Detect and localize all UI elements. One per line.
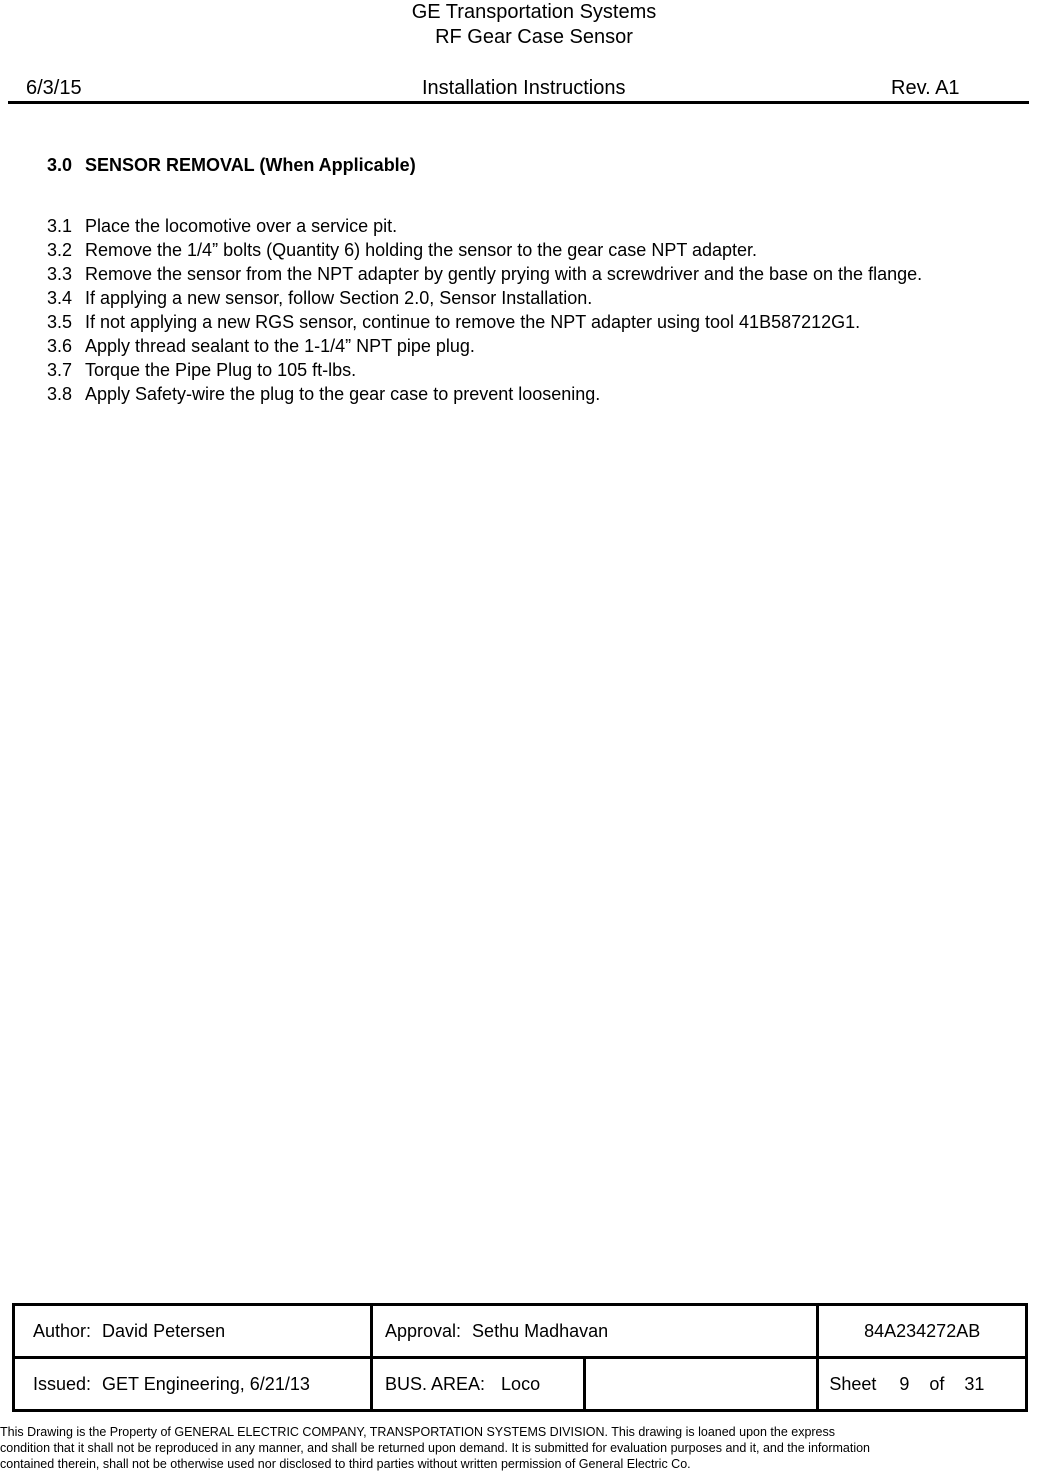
approval-label: Approval: [385, 1321, 462, 1341]
drawing-number: 84A234272AB [818, 1305, 1027, 1358]
sheet-cell [818, 1358, 1027, 1411]
step-item [47, 382, 922, 406]
sheet-total: 31 [964, 1374, 985, 1394]
document-type: Installation Instructions [422, 77, 626, 99]
header-row [0, 76, 1051, 102]
header-divider [8, 101, 1029, 104]
author-label: Author: [33, 1321, 92, 1341]
author-name: David Petersen [102, 1321, 226, 1341]
step-text: Apply Safety-wire the plug to the gear case to prevent loosening. [85, 384, 601, 404]
step-item [47, 262, 922, 286]
document-date: 6/3/15 [26, 77, 82, 99]
section-heading [47, 154, 416, 176]
step-item [47, 358, 922, 382]
step-text: Remove the 1/4” bolts (Quantity 6) holding the sensor to the gear case NPT adapter. [85, 240, 758, 260]
step-item [47, 238, 922, 262]
bus-area-label: BUS. AREA: [385, 1374, 486, 1394]
step-text: Place the locomotive over a service pit. [85, 216, 398, 236]
approval-name: Sethu Madhavan [472, 1321, 609, 1341]
step-number: 3.5 [47, 312, 73, 332]
step-text: Apply thread sealant to the 1-1/4” NPT pipe plug. [85, 336, 475, 356]
approval-cell [372, 1305, 818, 1358]
step-text: If applying a new sensor, follow Section 2.0, Sensor Installation. [85, 288, 593, 308]
disclaimer-line: condition that it shall not be reproduced in any manner, and shall be returned upon demand. It is submitted for evaluation purposes and it, and the information [0, 1441, 870, 1455]
of-label: of [929, 1374, 945, 1394]
company-name: GE Transportation Systems [411, 1, 657, 23]
step-number: 3.2 [47, 240, 73, 260]
issued-cell [14, 1358, 372, 1411]
sheet-number: 9 [899, 1374, 910, 1394]
step-number: 3.6 [47, 336, 73, 356]
revision-label: Rev. A1 [891, 77, 960, 99]
title-block-row [14, 1305, 1027, 1358]
section-number: 3.0 [47, 155, 73, 175]
step-item [47, 310, 922, 334]
step-number: 3.4 [47, 288, 73, 308]
step-list [47, 214, 922, 406]
step-number: 3.3 [47, 264, 73, 284]
bus-area-value: Loco [501, 1374, 541, 1394]
title-block [12, 1303, 1028, 1412]
step-item [47, 286, 922, 310]
property-disclaimer [0, 1424, 1051, 1472]
step-text: If not applying a new RGS sensor, continue to remove the NPT adapter using tool 41B587212G1. [85, 312, 861, 332]
title-block-row [14, 1358, 1027, 1411]
step-number: 3.8 [47, 384, 73, 404]
step-text: Torque the Pipe Plug to 105 ft-lbs. [85, 360, 357, 380]
step-number: 3.1 [47, 216, 73, 236]
step-text: Remove the sensor from the NPT adapter by gently prying with a screwdriver and the base on the flange. [85, 264, 923, 284]
issued-value: GET Engineering, 6/21/13 [102, 1374, 310, 1394]
disclaimer-line: This Drawing is the Property of GENERAL ELECTRIC COMPANY, TRANSPORTATION SYSTEMS DIVISION. This drawing is loaned upon the express [0, 1425, 836, 1439]
section-title: SENSOR REMOVAL (When Applicable) [85, 155, 416, 175]
issued-label: Issued: [33, 1374, 92, 1394]
author-cell [14, 1305, 372, 1358]
disclaimer-line: contained therein, shall not be otherwise used nor disclosed to third parties without written permission of General Electric Co. [0, 1457, 691, 1471]
empty-cell [585, 1358, 818, 1411]
step-item [47, 214, 922, 238]
step-number: 3.7 [47, 360, 73, 380]
step-item [47, 334, 922, 358]
sheet-label: Sheet [829, 1374, 877, 1394]
bus-area-cell [372, 1358, 585, 1411]
product-name: RF Gear Case Sensor [435, 26, 633, 48]
